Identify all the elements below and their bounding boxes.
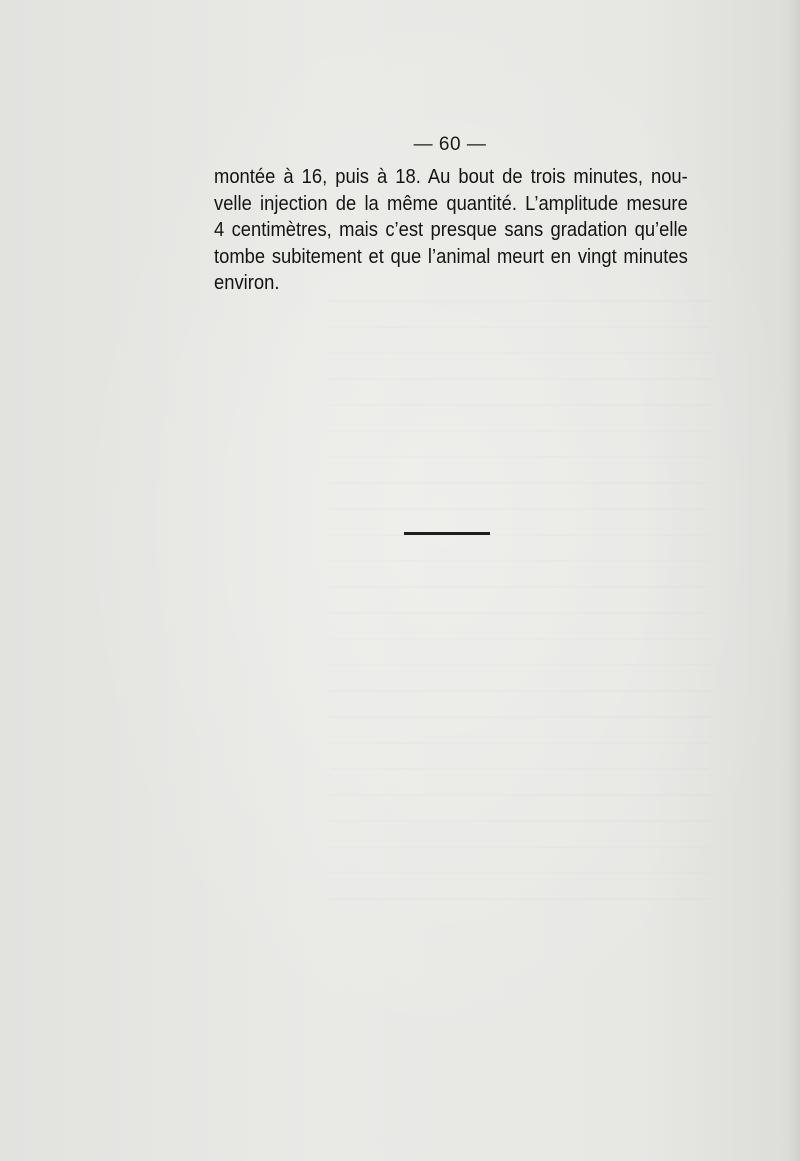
- bleed-through-texture: [330, 300, 710, 900]
- page-number: [0, 134, 800, 156]
- page-number-text: — 60 —: [413, 134, 487, 155]
- paragraph-line: velle injection de la même quantité. L’amplitude mesure: [214, 192, 688, 215]
- section-end-rule: [404, 532, 490, 535]
- paragraph-line: tombe subitement et que l’animal meurt en vingt minutes: [214, 245, 688, 268]
- page-edge-shadow: [786, 0, 800, 1161]
- paragraph-line: montée à 16, puis à 18. Au bout de trois minutes, nou-: [214, 166, 688, 188]
- paragraph-line: environ.: [214, 272, 280, 294]
- paragraph-line: 4 centimètres, mais c’est presque sans gradation qu’elle: [214, 219, 688, 241]
- body-paragraph: [214, 164, 688, 297]
